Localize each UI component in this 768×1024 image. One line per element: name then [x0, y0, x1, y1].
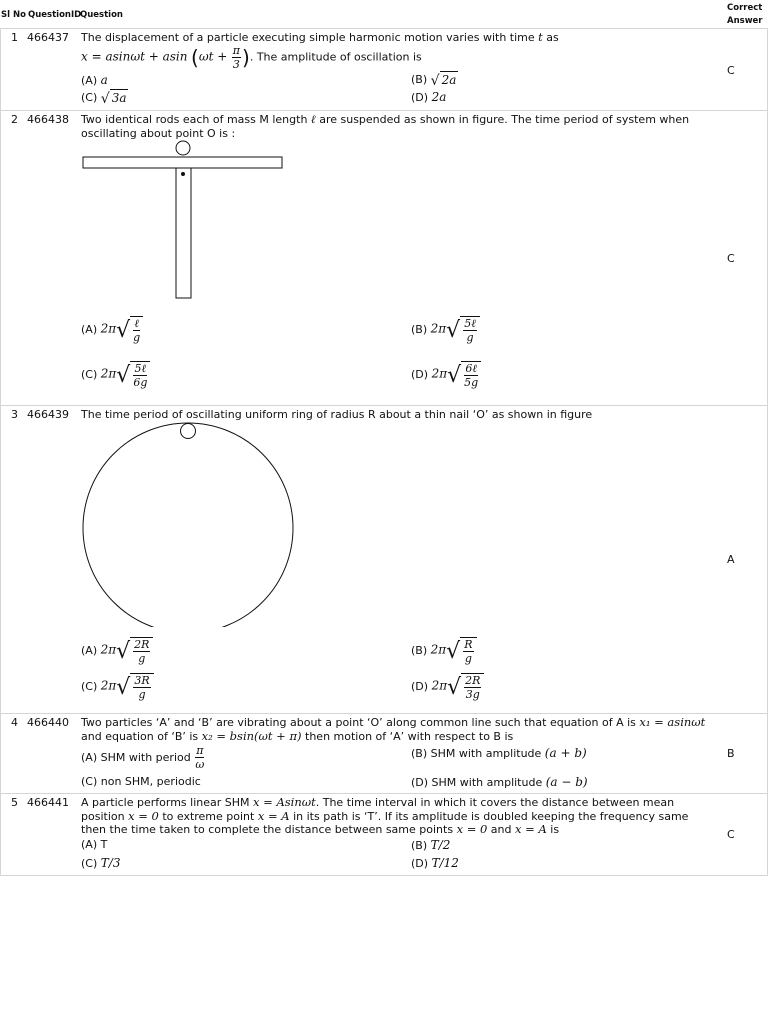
sl-number: 2: [11, 113, 18, 126]
option-d: (D) 2π√ $\frac{\text{6ℓ}}{5g}$: [411, 361, 481, 388]
option-d: (D) SHM with amplitude (a − b): [411, 775, 588, 789]
header-answer: Answer: [727, 16, 763, 26]
question-id: 466440: [27, 716, 69, 729]
option-d: (D) 2π√ $\frac{2R}{3g}$: [411, 673, 484, 700]
option-a: (A) 2π√ $\frac{2R}{g}$: [81, 637, 153, 664]
vertical-rod: [176, 168, 191, 298]
option-c: (C) non SHM, periodic: [81, 775, 201, 788]
option-c: (C) T/3: [81, 856, 121, 870]
sl-number: 3: [11, 408, 18, 421]
option-d: (D) 2a: [411, 90, 447, 104]
option-a: (A) 2π√ $\frac{\text{ℓ}}{g}$: [81, 316, 143, 343]
option-c: (C) √ 3a: [81, 91, 127, 107]
question-text: The time period of oscillating uniform ring of radius R about a thin nail ‘O’ as shown in figure: [81, 408, 593, 421]
ring-circle: [83, 423, 293, 627]
option-b: (B) 2π√ $\frac{R}{g}$: [411, 637, 477, 664]
option-b: (B) √ 2a: [411, 73, 457, 89]
question-text: A particle performs linear SHM x = Asinωt. The time interval in which it covers the distance between mean position x = 0 to extreme point x = A in its path is ‘T’. If its amplitude is doubled keeping the frequency same then the time taken to complete the distance between same points x = 0 and x = A is: [81, 795, 689, 836]
question-text: The displacement of a particle executing simple harmonic motion varies with time t as: [81, 30, 559, 44]
correct-answer: B: [727, 747, 735, 760]
question-text: Two particles ‘A’ and ‘B’ are vibrating about a point ‘O’ along common line such that equation of A is x₁ = asinωt and equation of ‘B’ is x₂ = bsin(ωt + π) then motion of ‘A’ with respect to B is: [81, 715, 706, 743]
sl-number: 1: [11, 31, 18, 44]
question-row-2: [0, 110, 768, 406]
pivot-point: [181, 172, 185, 176]
option-b: (B) 2π√ $\frac{\text{5ℓ}}{g}$: [411, 316, 480, 343]
question-row-1: [0, 28, 768, 111]
table-header: [0, 0, 768, 29]
option-c: (C) 2π√ $\frac{3R}{g}$: [81, 673, 154, 700]
option-a: (A) SHM with period $\frac{\pi}{\omega}$: [81, 744, 205, 771]
header-question: Question: [80, 10, 123, 20]
sl-number: 4: [11, 716, 18, 729]
option-a: (A) a: [81, 73, 108, 87]
t-rod-figure: [81, 138, 286, 303]
option-d: (D) T/12: [411, 856, 459, 870]
sl-number: 5: [11, 796, 18, 809]
horizontal-rod: [83, 157, 282, 168]
option-b: (B) SHM with amplitude (a + b): [411, 746, 587, 760]
correct-answer: C: [727, 828, 735, 841]
option-b: (B) T/2: [411, 838, 451, 852]
correct-answer: C: [727, 252, 735, 265]
question-id: 466439: [27, 408, 69, 421]
header-correct: Correct: [727, 3, 763, 13]
question-row-4: [0, 713, 768, 794]
question-id: 466441: [27, 796, 69, 809]
option-c: (C) 2π√ $\frac{\text{5ℓ}}{6g}$: [81, 361, 150, 388]
question-equation: x = asinωt + asin (ωt + $\frac{\pi}{3}$ ). The amplitude of oscillation is: [81, 44, 422, 71]
ring-figure: [81, 421, 297, 627]
question-row-5: [0, 793, 768, 876]
correct-answer: C: [727, 64, 735, 77]
header-sl-no: Sl No: [1, 10, 26, 20]
correct-answer: A: [727, 553, 735, 566]
question-id: 466438: [27, 113, 69, 126]
question-id: 466437: [27, 31, 69, 44]
question-text: Two identical rods each of mass M length ℓ are suspended as shown in figure. The time period of system when oscillating about point O is :: [81, 112, 690, 140]
option-a: (A) T: [81, 838, 108, 851]
pivot-o-circle: [176, 141, 190, 155]
header-question-id: QuestionID: [28, 10, 82, 20]
question-row-3: [0, 405, 768, 714]
nail-o-circle: [181, 424, 196, 439]
